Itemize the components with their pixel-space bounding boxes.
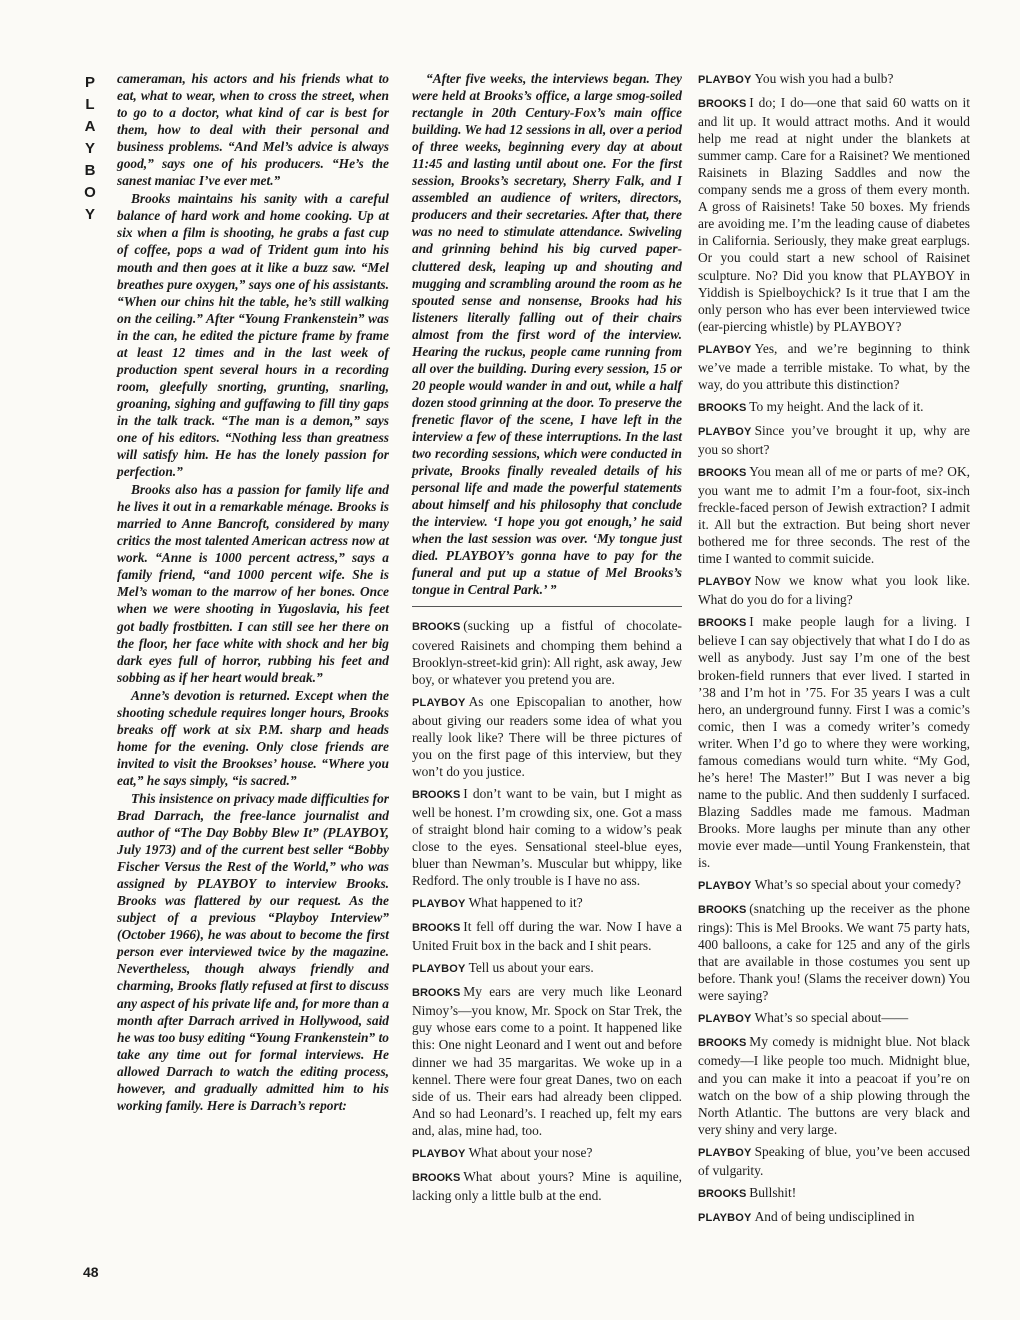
interview-exchange — [412, 983, 682, 1138]
exchange-text: Now we know what you look like. What do you do for a living? — [698, 573, 970, 608]
speaker-name: PLAYBOY — [412, 696, 466, 709]
speaker-name: PLAYBOY — [698, 1013, 752, 1026]
sidebar-letter: Y — [84, 206, 95, 223]
interview-block — [412, 617, 682, 1203]
interview-exchange — [412, 918, 682, 954]
speaker-name: PLAYBOY — [412, 963, 466, 976]
interview-exchange — [698, 70, 970, 89]
exchange-text: What about yours? Mine is aquiline, lacking only a little bulb at the end. — [412, 1168, 682, 1203]
speaker-name: PLAYBOY — [698, 576, 752, 589]
speaker-name: PLAYBOY — [698, 880, 752, 893]
speaker-name: BROOKS — [412, 788, 461, 801]
column-3 — [698, 70, 970, 1232]
exchange-text: What happened to it? — [468, 895, 583, 911]
exchange-text: To my height. And the lack of it. — [749, 398, 924, 414]
column-2 — [412, 70, 682, 1209]
exchange-text: Yes, and we’re beginning to think we’ve made a terrible mistake. To what, by the way, do you attribute this distinction? — [698, 340, 970, 392]
speaker-name: BROOKS — [698, 466, 747, 479]
column-1 — [117, 70, 389, 1115]
interview-exchange — [698, 94, 970, 335]
interview-exchange — [412, 693, 682, 780]
interview-exchange — [698, 572, 970, 608]
exchange-text: I do; I do—one that said 60 watts on it and lit up. It would attract moths. And it would help me read at night under the blankets at summer camp. Care for a Raisinet? We mentioned Raisinets in Blazing Saddles and now the company sends me a gross of them every month. A gross of Raisinets! Take 50 boxes. My friends are avoiding me. I’m the leading cause of diabetes in California. Seriously, they make great earplugs. Or you could start a new school of Raisinet sculpture. No? Did you know that PLAYBOY in Yiddish is Spielboychick? Is it true that I am the only person who has ever been interviewed twice (ear-piercing whistle) by PLAYBOY? — [698, 95, 970, 334]
speaker-name: BROOKS — [698, 98, 747, 111]
interview-exchange — [698, 1184, 970, 1203]
interview-exchange — [412, 1144, 682, 1163]
sidebar-letter: Y — [84, 140, 95, 157]
sidebar-letter: P — [84, 74, 95, 91]
interview-exchange — [698, 340, 970, 393]
exchange-text: You wish you had a bulb? — [754, 71, 894, 86]
sidebar-letter: O — [84, 184, 96, 201]
speaker-name: BROOKS — [698, 1037, 747, 1050]
exchange-text: What’s so special about—— — [754, 1010, 909, 1026]
sidebar-letter: L — [85, 96, 95, 113]
section-divider — [412, 606, 682, 607]
exchange-text: You mean all of me or parts of me? OK, you want me to admit I’m a four-foot, six-inch freckle-faced person of Jewish extraction? I admit it. All but the extraction. But being short never bothered me for three seconds. The rest of the time I wanted to commit suicide. — [698, 463, 970, 567]
interview-exchange — [698, 1208, 970, 1227]
exchange-text: (sucking up a fistful of chocolate-covered Raisinets and chomping them behind a Brooklyn-street-kid grin): All right, ask away, Jew boy, or whatever you pretend you are. — [412, 618, 682, 687]
speaker-name: PLAYBOY — [412, 898, 466, 911]
speaker-name: BROOKS — [698, 617, 747, 630]
sidebar-letter: B — [84, 162, 96, 179]
speaker-name: BROOKS — [412, 987, 461, 1000]
intro-paragraph: Brooks maintains his sanity with a careful balance of hard work and home cooking. Up at six when a film is shooting, he grabs a fast cup of coffee, pops a wad of Trident gum into his mouth and then goes at it like a buzz saw. “Mel breathes pure oxygen,” says one of his assistants. “When our chins hit the table, he’s still walking on the ceiling.” After “Young Frankenstein” was in the can, he edited the picture frame by frame at least 12 times and in the last week of production spent several hours in a recording room, gleefully snorting, grunting, snarling, groaning, sighing and guffawing to fill tiny gaps in the talk track. “The man is a demon,” says one of his editors. “Nothing less than greatness will satisfy him. He has the lonely passion for perfection.” — [117, 191, 389, 480]
magazine-sidebar-label — [80, 72, 100, 226]
speaker-name: PLAYBOY — [698, 1211, 752, 1224]
exchange-text: (snatching up the receiver as the phone rings): This is Mel Brooks. We want 75 party hats, 400 balloons, a cake for 125 and any of the girls that are available in those costumes you sent up before. Thank you! (Slams the receiver down) You were saying? — [698, 901, 970, 1004]
exchange-text: Speaking of blue, you’ve been accused of vulgarity. — [698, 1143, 970, 1178]
speaker-name: BROOKS — [412, 621, 461, 634]
speaker-name: BROOKS — [412, 922, 461, 935]
interview-exchange — [698, 1143, 970, 1179]
intro-paragraph: This insistence on privacy made difficulties for Brad Darrach, the free-lance journalist and author of “The Day Bobby Blew It” (PLAYBOY, July 1973) and of the current best seller “Bobby Fischer Versus the Rest of the World,” who was assigned by PLAYBOY to interview Brooks. Brooks was flattered by our request. As the subject of a previous “Playboy Interview” (October 1966), he was about to become the first person ever interviewed twice by the magazine. Nevertheless, though always friendly and charming, Brooks flatly refused at first to discuss any aspect of his private life and, for more than a month after Darrach arrived in Hollywood, said he was too busy editing “Young Frankenstein” to take any time out for formal interviews. He allowed Darrach to watch the editing process, however, and gradually admitted him to his working family. Here is Darrach’s report: — [117, 790, 389, 1113]
exchange-text: As one Episcopalian to another, how about giving our readers some idea of what you really look like? There will be three pictures of you on the first page of this interview, but they won’t do you justice. — [412, 693, 682, 779]
speaker-name: BROOKS — [698, 904, 747, 917]
interview-exchange — [698, 463, 970, 567]
intro-paragraph: cameraman, his actors and his friends what to eat, what to wear, when to cross the street, when to go to a doctor, what kind of car is best for them, how to deal with their personal and business problems. “And Mel’s advice is always good,” says one of his producers. “He’s the sanest maniac I’ve ever met.” — [117, 71, 389, 189]
intro-paragraph: Brooks also has a passion for family life and he lives it out in a remarkable ménage. Brooks is married to Anne Bancroft, considered by many critics the most talented American actress now at work. “Anne is 1000 percent actress,” says a family friend, “and 1000 percent wife. She is Mel’s woman to the marrow of her bones. Once when we were shooting in Yugoslavia, his feet got badly frostbitten. I can still see her there on the floor, her face white with shock and her big dark eyes full of horror, rubbing his feet and sobbing as if her heart would break.” — [117, 482, 389, 685]
interview-exchange — [412, 785, 682, 889]
speaker-name: BROOKS — [412, 1171, 461, 1184]
exchange-text: And of being undisciplined in — [754, 1208, 915, 1224]
sidebar-letter: A — [84, 118, 96, 135]
exchange-text: My ears are very much like Leonard Nimoy’s—you know, Mr. Spock on Star Trek, the guy whose ears come to a point. It happened like this: One night Leonard and I went out and before dinner we had 35 margaritas. We woke up in a kennel. There were four great Danes, two on each side of us. Their ears had already been clipped. And so had Leonard’s. I reached up, felt my ears and, alas, mine had, too. — [412, 984, 682, 1138]
interview-exchange — [698, 613, 970, 871]
intro-paragraph: Anne’s devotion is returned. Except when the shooting schedule requires longer hours, Brooks breaks off work at six P.M. sharp and heads home for the evening. Only close friends are invited to visit the Brookses’ house. “Where you eat,” he says simply, “is sacred.” — [117, 687, 389, 788]
interview-exchange — [412, 959, 682, 978]
exchange-text: I don’t want to be vain, but I might as well be honest. I’m crowding six, one. Got a mass of straight blond hair coming to a widow’s peak close to the eyes. Sensational steel-blue eyes, bluer than Newman’s. Muscular but whippy, like Redford. The only trouble is I have no ass. — [412, 785, 682, 889]
interview-exchange — [698, 876, 970, 895]
exchange-text: What about your nose? — [468, 1144, 593, 1160]
speaker-name: BROOKS — [698, 1187, 747, 1200]
interview-exchange — [698, 422, 970, 458]
exchange-text: I make people laugh for a living. I believe I can say objectively that what I do I do as well as anybody. Just say I’m one of the best broken-field runners that ever lived. I started in ’38 and I’m hot in ’75. For 35 years I was a cult hero, an underground funny. First I was a comic’s comic, then I was a comedy writer’s comedy writer. When I’d go to where they were working, famous comedians would turn white. “My God, he’s here! The Master!” But I was never a big name to the public. And then suddenly I surfaced. Blazing Saddles made me famous. Madman Brooks. More laughs per minute than any other movie ever made—until Young Frankenstein, that is. — [698, 614, 970, 871]
interview-exchange — [698, 900, 970, 1004]
speaker-name: PLAYBOY — [698, 425, 752, 438]
page-number: 48 — [83, 1264, 99, 1280]
interview-exchange — [698, 1033, 970, 1137]
interview-exchange — [412, 1168, 682, 1204]
interview-exchange — [412, 894, 682, 913]
exchange-text: What’s so special about your comedy? — [754, 877, 961, 893]
intro-paragraph: “After five weeks, the interviews began. They were held at Brooks’s office, a large smog-soiled rectangle in 20th Century-Fox’s main office building. We had 12 sessions in all, over a period of three weeks, beginning every day at about 11:45 and lasting until about one. For the first session, Brooks’s secretary, Sherry Falk, and I assembled an audience of writers, directors, producers and their secretaries. After that, there was no need to stimulate attendance. Swiveling and grinning behind his big curved paper-cluttered desk, leaping up and shouting and mugging and scrambling around the room as he spouted sense and nonsense, Brooks had his listeners literally falling out of their chairs almost from the first word of the interview. Hearing the ruckus, people came running from all over the building. During every session, 15 or 20 people would wander in and out, while a half dozen stood grinning at the door. To preserve the frenetic flavor of the scene, I have left in the interview a few of these interruptions. In the last two recording sessions, which were conducted in private, Brooks finally revealed details of his personal life and made the powerful statements about himself and his philosophy that conclude the interview. ‘I hope you got enough,’ he said when the last session was over. ‘My tongue just died. PLAYBOY’s gonna have to pay for the funeral and put up a statue of Mel Brooks’s tongue in Central Park.’ ” — [412, 71, 682, 598]
exchange-text: Since you’ve brought it up, why are you so short? — [698, 422, 970, 457]
exchange-text: It fell off during the war. Now I have a United Fruit box in the back and I shit pears. — [412, 919, 682, 954]
speaker-name: PLAYBOY — [698, 74, 752, 86]
interview-exchange — [698, 398, 970, 417]
speaker-name: PLAYBOY — [412, 1147, 466, 1160]
speaker-name: PLAYBOY — [698, 343, 752, 356]
exchange-text: Tell us about your ears. — [468, 960, 594, 976]
speaker-name: BROOKS — [698, 401, 747, 414]
exchange-text: My comedy is midnight blue. Not black comedy—I like people too much. Midnight blue, and you can make it into a peacoat if you’re on watch on the bow of a ship plowing through the North Atlantic. The buttons are very black and very shiny and very large. — [698, 1034, 970, 1137]
interview-exchange — [698, 1009, 970, 1028]
exchange-text: Bullshit! — [749, 1184, 797, 1200]
speaker-name: PLAYBOY — [698, 1146, 752, 1159]
interview-exchange — [412, 617, 682, 687]
